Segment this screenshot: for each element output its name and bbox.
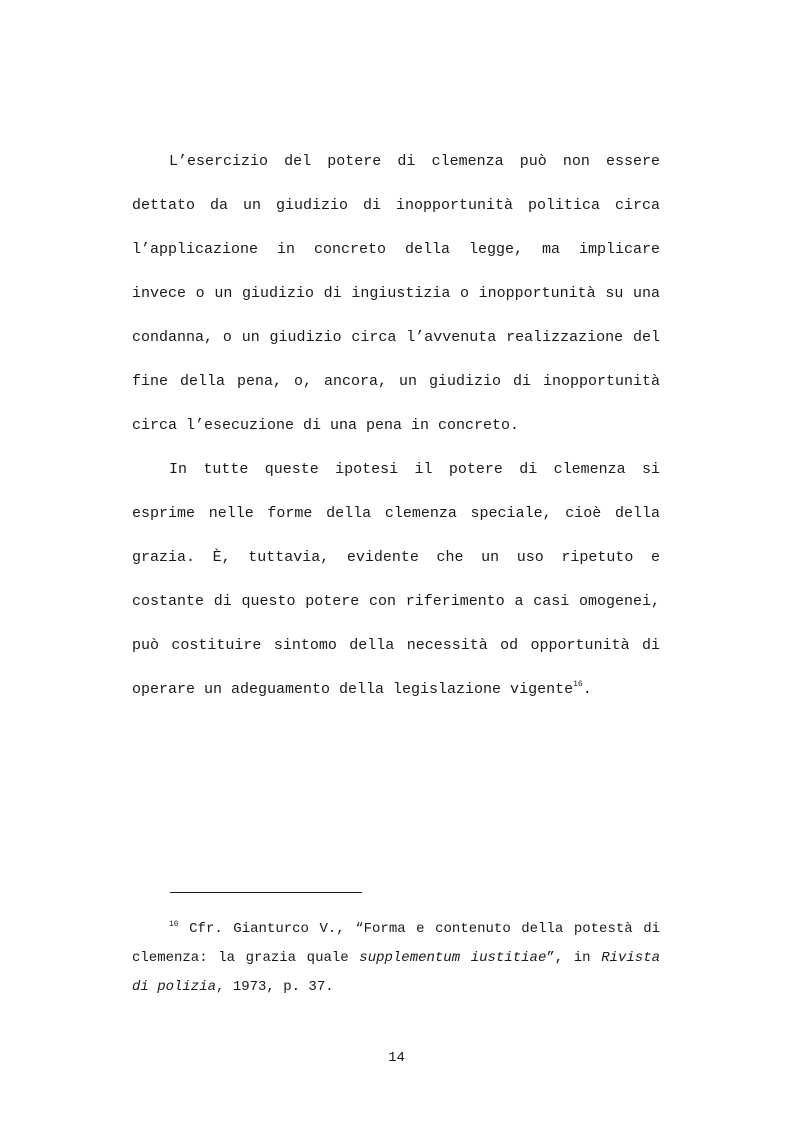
- page-number: 14: [388, 1050, 405, 1066]
- main-text: [132, 140, 660, 712]
- footnote-italic-latin: supplementum iustitiae: [359, 950, 547, 966]
- footnote-text-part1: Cfr. Gianturco V., “Forma e contenuto della potestà di clemenza: la grazia quale: [132, 921, 660, 966]
- footnote-text-part2: ”, in: [546, 950, 602, 966]
- footnote-separator: [170, 892, 362, 893]
- paragraph-1-text: L’esercizio del potere di clemenza può non essere dettato da un giudizio di inopportunità politica circa l’applicazione in concreto della legge, ma implicare invece o un giudizio di ingiustizia o inopportunità su una condanna, o un giudizio circa l’avvenuta realizzazione del fine della pena, o, ancora, un giudizio di inopportunità circa l’esecuzione di una pena in concreto.: [132, 153, 660, 434]
- footnote-reference[interactable]: 16: [573, 680, 583, 689]
- footnote-number: 16: [169, 920, 179, 929]
- paragraph-1: [132, 140, 660, 448]
- paragraph-2-tail: .: [582, 681, 592, 698]
- footnote-journal-title: Rivista di polizia: [132, 950, 660, 995]
- paragraph-2-text: In tutte queste ipotesi il potere di clemenza si esprime nelle forme della clemenza speciale, cioè della grazia. È, tuttavia, evidente che un uso ripetuto e costante di questo potere con riferimento a casi omogenei, può costituire sintomo della necessità od opportunità di operare un adeguamento della legislazione vigente: [132, 461, 660, 698]
- footnote-text-part3: , 1973, p. 37.: [216, 979, 334, 995]
- paragraph-2: [132, 448, 660, 712]
- footnote: [132, 915, 660, 1002]
